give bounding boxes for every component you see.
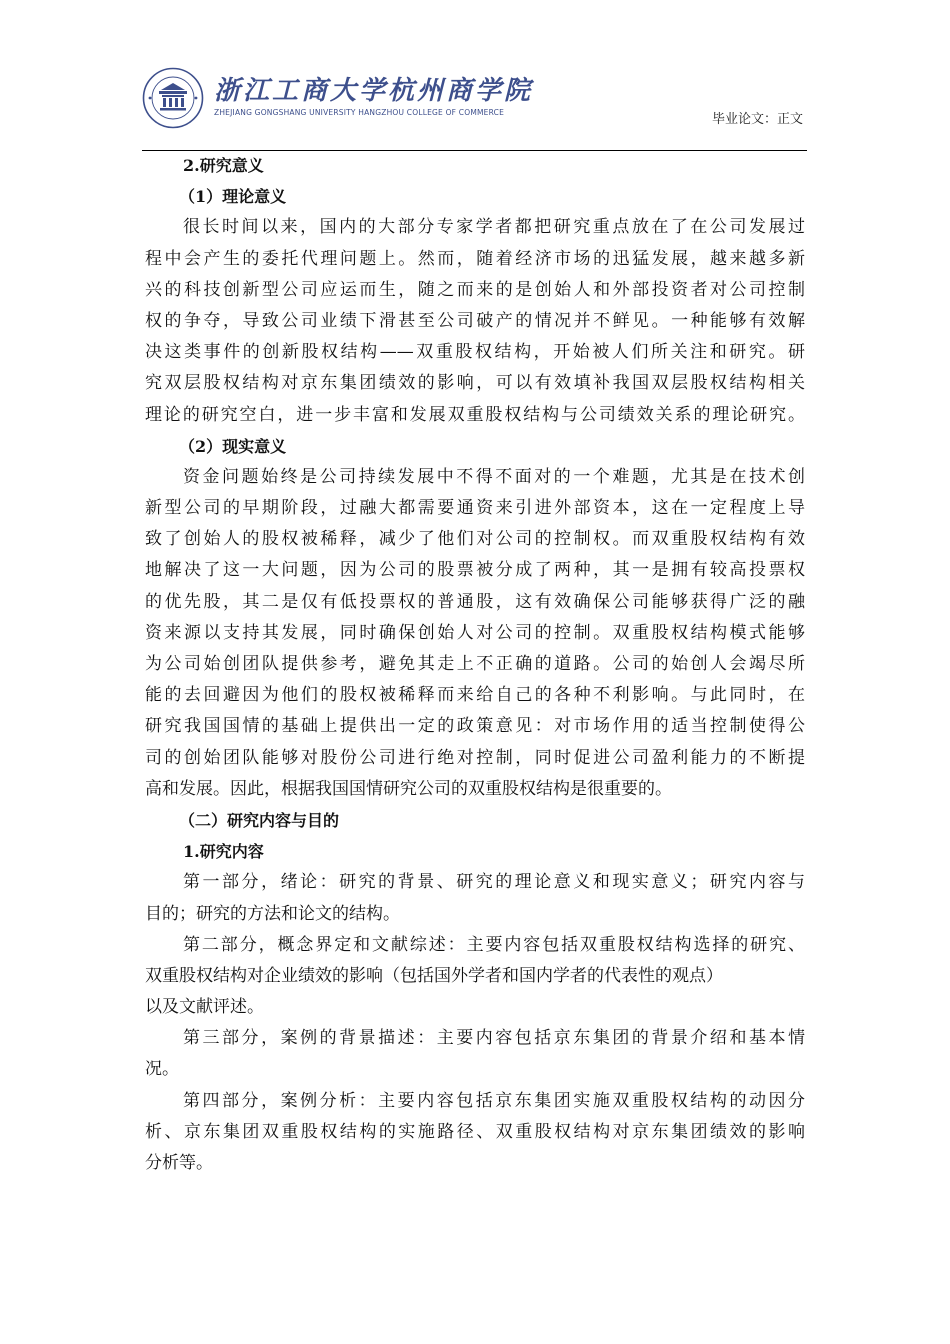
text-line: 第四部分，案例分析：主要内容包括京东集团实施双重股权结构的动因分 [183,1090,805,1111]
text-line: 很长时间以来，国内的大部分专家学者都把研究重点放在了在公司发展过 [183,217,805,238]
text-line: 能的去回避因为他们的股权被稀释而来给自己的各种不利影响。与此同时，在 [145,685,805,706]
text-line: 司的创始团队能够对股份公司进行绝对控制，同时促进公司盈利能力的不断提 [145,747,805,768]
text-line: 致了创始人的股权被稀释，减少了他们对公司的控制权。而双重股权结构有效 [145,529,805,550]
university-name-cn: 浙江工商大学杭州商学院 [214,76,534,106]
text-line: 资金问题始终是公司持续发展中不得不面对的一个难题，尤其是在技术创 [183,466,805,487]
document-body [145,150,805,1179]
text-line: 的优先股，其二是仅有低投票权的普通股，这有效确保公司能够获得广泛的融 [145,591,805,612]
part1-paragraph [145,867,805,929]
university-name-en: ZHEJIANG GONGSHANG UNIVERSITY HANGZHOU COLLEGE OF COMMERCE [214,108,505,117]
subsection-heading: 1.研究内容 [183,842,264,862]
text-line: 况。 [145,1059,179,1080]
text-line: 以及文献评述。 [145,997,264,1018]
practice-paragraph [145,462,805,805]
university-wordmark [214,76,533,118]
subsection-heading: （1）理论意义 [179,187,287,207]
text-line: 析、京东集团双重股权结构的实施路径、双重股权结构对京东集团绩效的影响 [145,1121,805,1142]
document-section-label: 毕业论文：正文 [711,112,803,127]
text-line: 为公司始创团队提供参考，避免其走上不正确的道路。公司的始创人会竭尽所 [145,654,805,674]
text-line: 理论的研究空白，进一步丰富和发展双重股权结构与公司绩效关系的理论研究。 [145,404,805,425]
text-line: 权的争夺，导致公司业绩下滑甚至公司破产的情况并不鲜见。一种能够有效解 [145,310,805,331]
text-line: 地解决了这一大问题，因为公司的股票被分成了两种，其一是拥有较高投票权 [145,560,805,581]
text-line: 究双层股权结构对京东集团绩效的影响，可以有效填补我国双层股权结构相关 [145,373,805,394]
text-line: 决这类事件的创新股权结构——双重股权结构，开始被人们所关注和研究。研 [145,342,805,363]
text-line: 目的；研究的方法和论文的结构。 [145,903,400,924]
subsection-heading: （2）现实意义 [179,436,287,456]
page-header [142,60,807,152]
text-line: 双重股权结构对企业绩效的影响（包括国外学者和国内学者的代表性的观点） [145,965,723,986]
text-line: 新型公司的早期阶段，过融大都需要通资来引进外部资本，这在一定程度上导 [145,498,805,519]
part3-paragraph [145,1023,805,1085]
text-line: 高和发展。因此，根据我国国情研究公司的双重股权结构是很重要的。 [145,778,672,799]
text-line: 研究我国国情的基础上提供出一定的政策意见：对市场作用的适当控制使得公 [145,716,805,737]
text-line: 程中会产生的委托代理问题上。然而，随着经济市场的迅猛发展，越来越多新 [145,248,805,269]
section-heading: （二）研究内容与目的 [179,810,340,830]
text-line: 第三部分，案例的背景描述：主要内容包括京东集团的背景介绍和基本情 [183,1028,805,1049]
text-line: 兴的科技创新型公司应运而生，随之而来的是创始人和外部投资者对公司控制 [145,279,805,300]
text-line: 第二部分，概念界定和文献综述：主要内容包括双重股权结构选择的研究、 [183,934,805,955]
text-line: 分析等。 [145,1153,213,1173]
part4-paragraph [145,1086,805,1180]
text-line: 资来源以支持其发展，同时确保创始人对公司的控制。双重股权结构模式能够 [145,622,805,643]
part2-paragraph [145,930,805,1024]
section-heading: 2.研究意义 [183,156,264,175]
text-line: 第一部分，绪论：研究的背景、研究的理论意义和现实意义；研究内容与 [183,872,805,893]
university-seal-logo [142,67,204,129]
theory-paragraph [145,212,805,430]
